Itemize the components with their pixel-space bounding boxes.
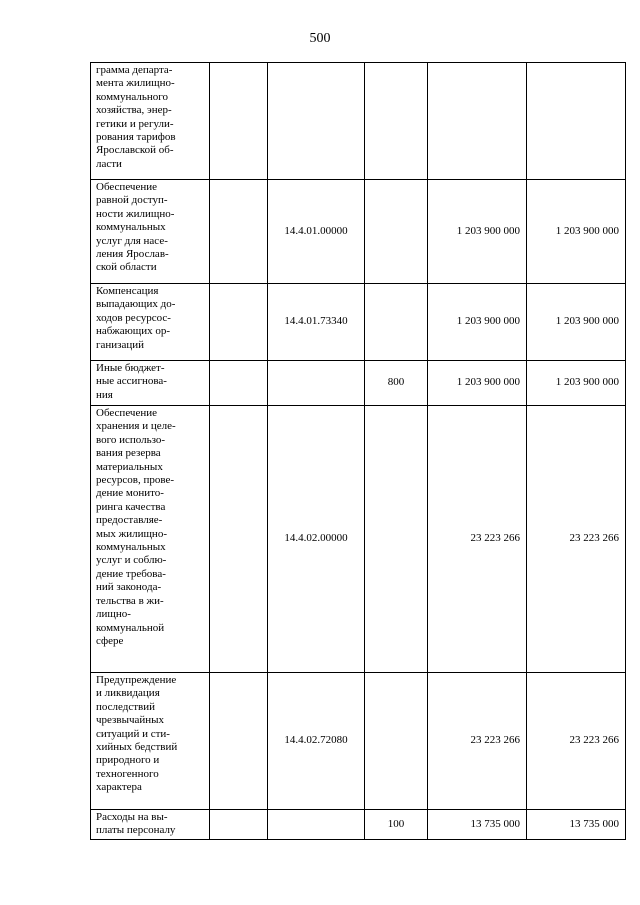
- row-name-cell: Предупреждение и ликвидация последствий чрезвычайных ситуаций и сти- хийных бедствий природного и техногенного характера: [91, 673, 210, 810]
- row-sum-cell-2: 1 203 900 000: [527, 361, 626, 406]
- row-expense-type-cell: [365, 406, 428, 673]
- row-name-cell: Обеспечение хранения и целе- вого использо- вания резерва материальных ресурсов, прове- дение монито- ринга качества предоставляе- мых жилищно- коммунальных услуг и соблю- дение требова- ний законода- тельства в жи- лищно- коммунальной сфере: [91, 406, 210, 673]
- row-code-cell: 14.4.01.00000: [268, 180, 365, 284]
- table-row: [91, 284, 626, 361]
- table-row: [91, 406, 626, 673]
- table-row: [91, 810, 626, 840]
- empty-cell: [210, 63, 268, 180]
- empty-cell: [210, 673, 268, 810]
- row-sum-cell-2: 1 203 900 000: [527, 180, 626, 284]
- row-name-cell: Компенсация выпадающих до- ходов ресурсос- набжающих ор- ганизаций: [91, 284, 210, 361]
- row-name-cell: Иные бюджет- ные ассигнова- ния: [91, 361, 210, 406]
- row-sum-cell-2: 23 223 266: [527, 406, 626, 673]
- table-row: [91, 63, 626, 180]
- row-sum-cell: 13 735 000: [428, 810, 527, 840]
- row-expense-type-cell: [365, 63, 428, 180]
- row-sum-cell: [428, 63, 527, 180]
- row-sum-cell: 23 223 266: [428, 673, 527, 810]
- row-code-cell: 14.4.02.00000: [268, 406, 365, 673]
- empty-cell: [210, 810, 268, 840]
- page-number: 500: [309, 31, 331, 46]
- row-sum-cell-2: 23 223 266: [527, 673, 626, 810]
- empty-cell: [210, 284, 268, 361]
- row-expense-type-cell: [365, 673, 428, 810]
- row-sum-cell-2: 1 203 900 000: [527, 284, 626, 361]
- empty-cell: [210, 361, 268, 406]
- row-code-cell: [268, 810, 365, 840]
- table-row: [91, 673, 626, 810]
- row-name-cell: Расходы на вы- платы персоналу: [91, 810, 210, 840]
- row-sum-cell: 1 203 900 000: [428, 180, 527, 284]
- row-sum-cell-2: [527, 63, 626, 180]
- budget-table: [90, 62, 626, 840]
- row-sum-cell: 23 223 266: [428, 406, 527, 673]
- row-code-cell: 14.4.01.73340: [268, 284, 365, 361]
- row-name-cell: Обеспечение равной доступ- ности жилищно- коммунальных услуг для насе- ления Ярослав- ской области: [91, 180, 210, 284]
- row-sum-cell: 1 203 900 000: [428, 361, 527, 406]
- row-sum-cell-2: 13 735 000: [527, 810, 626, 840]
- row-sum-cell: 1 203 900 000: [428, 284, 527, 361]
- row-name-cell: грамма департа- мента жилищно- коммунального хозяйства, энер- гетики и регули- рования тарифов Ярославской об- ласти: [91, 63, 210, 180]
- empty-cell: [210, 406, 268, 673]
- row-expense-type-cell: 800: [365, 361, 428, 406]
- table-row: [91, 361, 626, 406]
- row-expense-type-cell: [365, 180, 428, 284]
- empty-cell: [210, 180, 268, 284]
- row-code-cell: [268, 361, 365, 406]
- row-expense-type-cell: 100: [365, 810, 428, 840]
- table-row: [91, 180, 626, 284]
- row-code-cell: 14.4.02.72080: [268, 673, 365, 810]
- row-expense-type-cell: [365, 284, 428, 361]
- row-code-cell: [268, 63, 365, 180]
